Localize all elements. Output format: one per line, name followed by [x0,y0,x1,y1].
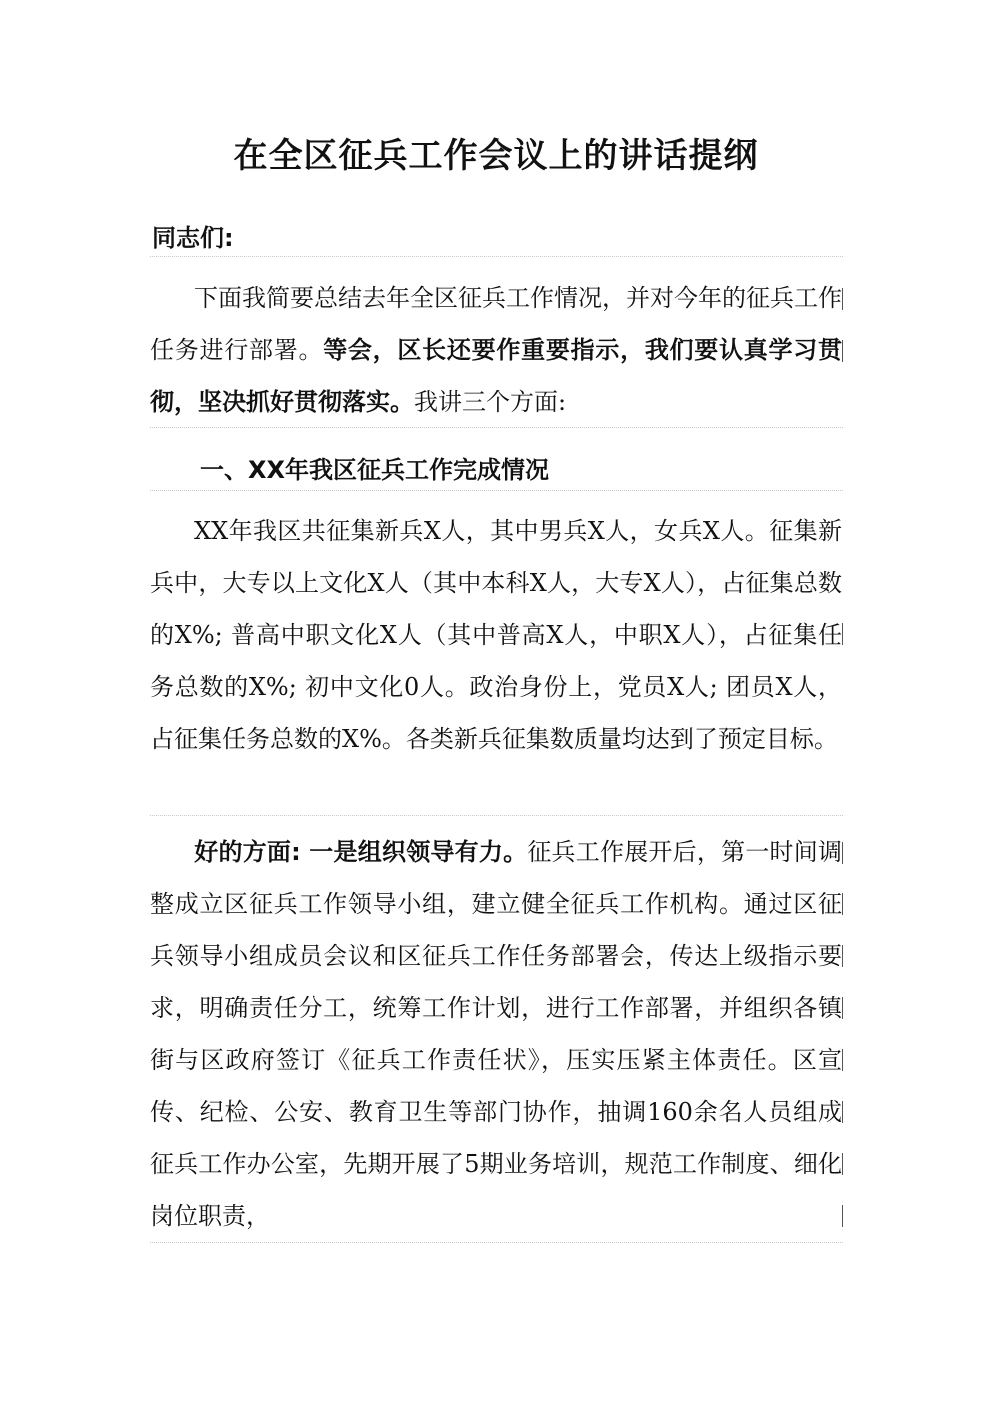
intro-paragraph [150,272,842,428]
margin-marker [842,1049,843,1071]
margin-marker [842,1205,843,1227]
margin-marker [842,340,843,362]
margin-marker [842,945,843,967]
margin-marker [842,842,843,864]
paragraph-divider [150,256,843,257]
section-paragraph [150,505,842,765]
paragraph-divider [150,815,843,816]
good-aspects-lead: 好的方面: 一是组织领导有力。 [194,838,528,866]
intro-emphasis: 等会，区长还要作重要指示，我们要认真学习贯彻，坚决抓好贯彻落实。 [150,336,843,416]
good-aspects-paragraph [150,826,842,1242]
margin-marker [842,893,843,915]
paragraph-divider [150,490,843,491]
section-heading: 一、XX年我区征兵工作完成情况 [200,456,550,484]
margin-marker [842,288,843,310]
paragraph-divider [150,427,843,428]
margin-marker [842,1101,843,1123]
paragraph-divider [150,1242,843,1243]
intro-closing: 我讲三个方面: [414,388,567,416]
document-title: 在全区征兵工作会议上的讲话提纲 [233,136,759,176]
good-aspects-text: 征兵工作展开后，第一时间调整成立区征兵工作领导小组，建立健全征兵工作机构。通过区征兵领导小组成员会议和区征兵工作任务部署会，传达上级指示要求，明确责任分工，统筹工作计划，进行工作部署，并组织各镇街与区政府签订《征兵工作责任状》，压实压紧主体责任。区宣传、纪检、公安、教育卫生等部门协作，抽调160余名人员组成征兵工作办公室，先期开展了5期业务培训，规范工作制度、细化岗位职责， [150,838,842,1230]
margin-marker [842,1153,843,1175]
section-text: XX年我区共征集新兵X人，其中男兵X人，女兵X人。征集新兵中，大专以上文化X人（其中本科X人，大专X人），占征集总数的X%; 普高中职文化X人（其中普高X人，中职X人），占征集任务总数的X%; 初中文化0人。政治身份上，党员X人; 团员X人，占征集任务总数的X%。各类新兵征集数质量均达到了预定目标。 [150,517,842,753]
margin-marker [842,623,843,645]
salutation: 同志们: [152,224,234,252]
margin-marker [842,997,843,1019]
intro-text: 下面我简要总结去年全区征兵工作情况，并对今年的征兵工作任务进行部署。 [150,284,842,364]
